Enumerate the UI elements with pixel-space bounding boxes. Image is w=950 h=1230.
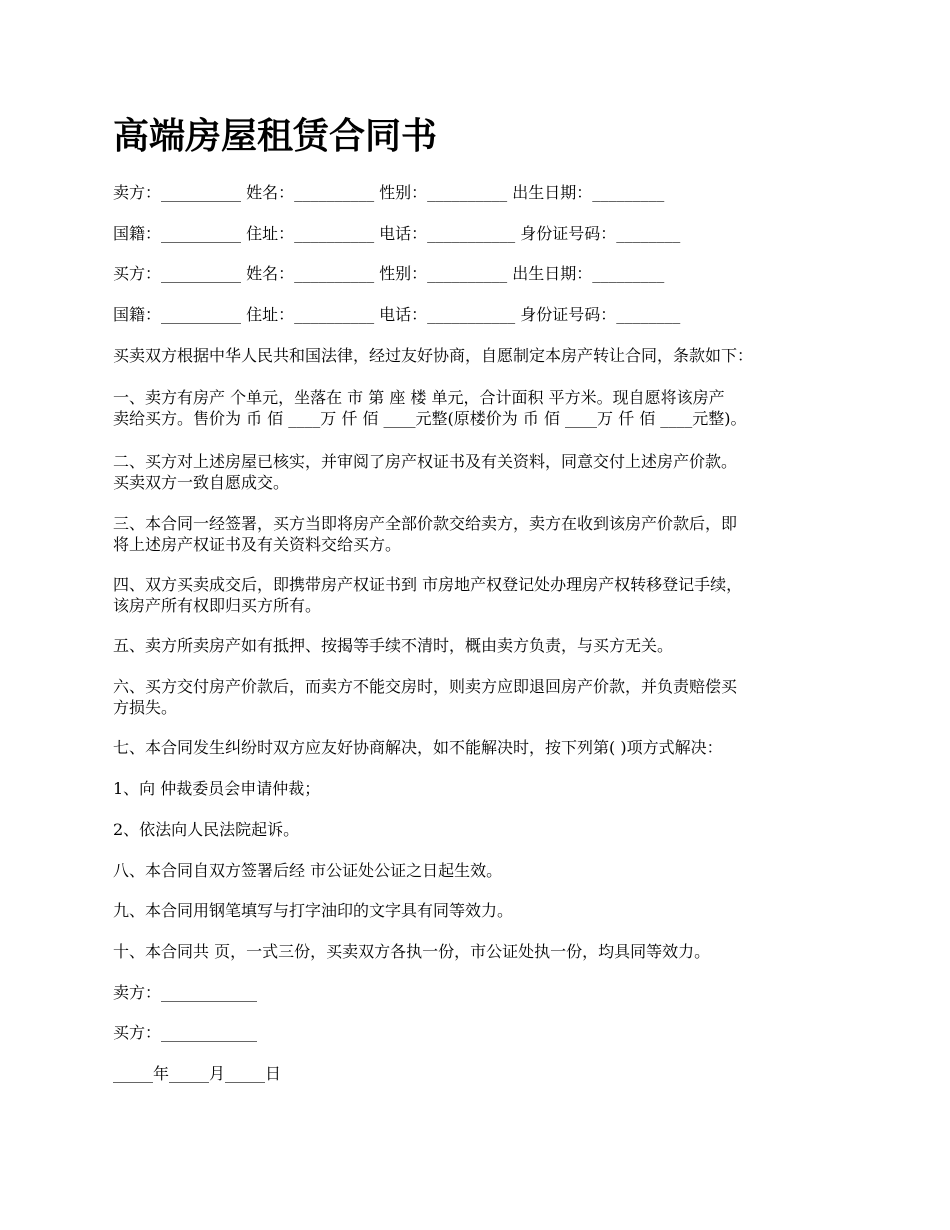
seller-signature-line: 卖方：____________ <box>113 983 258 1002</box>
clause-7: 七、本合同发生纠纷时双方应友好协商解决，如不能解决时，按下列第( )项方式解决： <box>113 738 723 757</box>
clause-1-line-2: 卖给买方。售价为 币 佰 ____万 仟 佰 ____元整(原楼价为 币 佰 ____万 仟 佰 ____元整)。 <box>113 409 747 428</box>
clause-3-line-2: 将上述房产权证书及有关资料交给买方。 <box>113 535 402 554</box>
clause-7-option-1: 1、向 仲裁委员会申请仲裁； <box>113 779 321 798</box>
clause-7-option-2: 2、依法向人民法院起诉。 <box>113 820 300 839</box>
clause-1-line-1: 一、卖方有房产 个单元，坐落在 市 第 座 楼 单元，合计面积 平方米。现自愿将该房产 <box>113 388 725 407</box>
clause-5: 五、卖方所卖房产如有抵押、按揭等手续不清时，概由卖方负责，与买方无关。 <box>113 636 674 655</box>
buyer-signature-line: 买方：____________ <box>113 1023 258 1042</box>
clause-2-line-1: 二、买方对上述房屋已核实，并审阅了房产权证书及有关资料，同意交付上述房产价款。 <box>113 452 738 471</box>
clause-6-line-2: 方损失。 <box>113 698 178 717</box>
clause-6-line-1: 六、买方交付房产价款后，而卖方不能交房时，则卖方应即退回房产价款，并负责赔偿买 <box>113 677 738 696</box>
clause-10: 十、本合同共 页，一式三份，买卖双方各执一份，市公证处执一份，均具同等效力。 <box>113 942 711 961</box>
document-title: 高端房屋租赁合同书 <box>113 115 438 157</box>
clause-3-line-1: 三、本合同一经签署，买方当即将房产全部价款交给卖方，卖方在收到该房产价款后，即 <box>113 514 738 533</box>
buyer-info-line-1: 买方：__________ 姓名：__________ 性别：__________ 出生日期：_________ <box>113 264 665 283</box>
clause-9: 九、本合同用钢笔填写与打字油印的文字具有同等效力。 <box>113 901 514 920</box>
date-line: _____年_____月_____日 <box>113 1064 282 1083</box>
intro-paragraph: 买卖双方根据中华人民共和国法律，经过友好协商，自愿制定本房产转让合同，条款如下： <box>113 346 754 365</box>
clause-8: 八、本合同自双方签署后经 市公证处公证之日起生效。 <box>113 861 503 880</box>
buyer-info-line-2: 国籍：__________ 住址：__________ 电话：___________ 身份证号码：________ <box>113 305 681 324</box>
seller-info-line-2: 国籍：__________ 住址：__________ 电话：___________ 身份证号码：________ <box>113 224 681 243</box>
seller-info-line-1: 卖方：__________ 姓名：__________ 性别：__________ 出生日期：_________ <box>113 183 665 202</box>
clause-2-line-2: 买卖双方一致自愿成交。 <box>113 473 290 492</box>
clause-4-line-2: 该房产所有权即归买方所有。 <box>113 596 322 615</box>
clause-4-line-1: 四、双方买卖成交后，即携带房产权证书到 市房地产权登记处办理房产权转移登记手续， <box>113 575 743 594</box>
